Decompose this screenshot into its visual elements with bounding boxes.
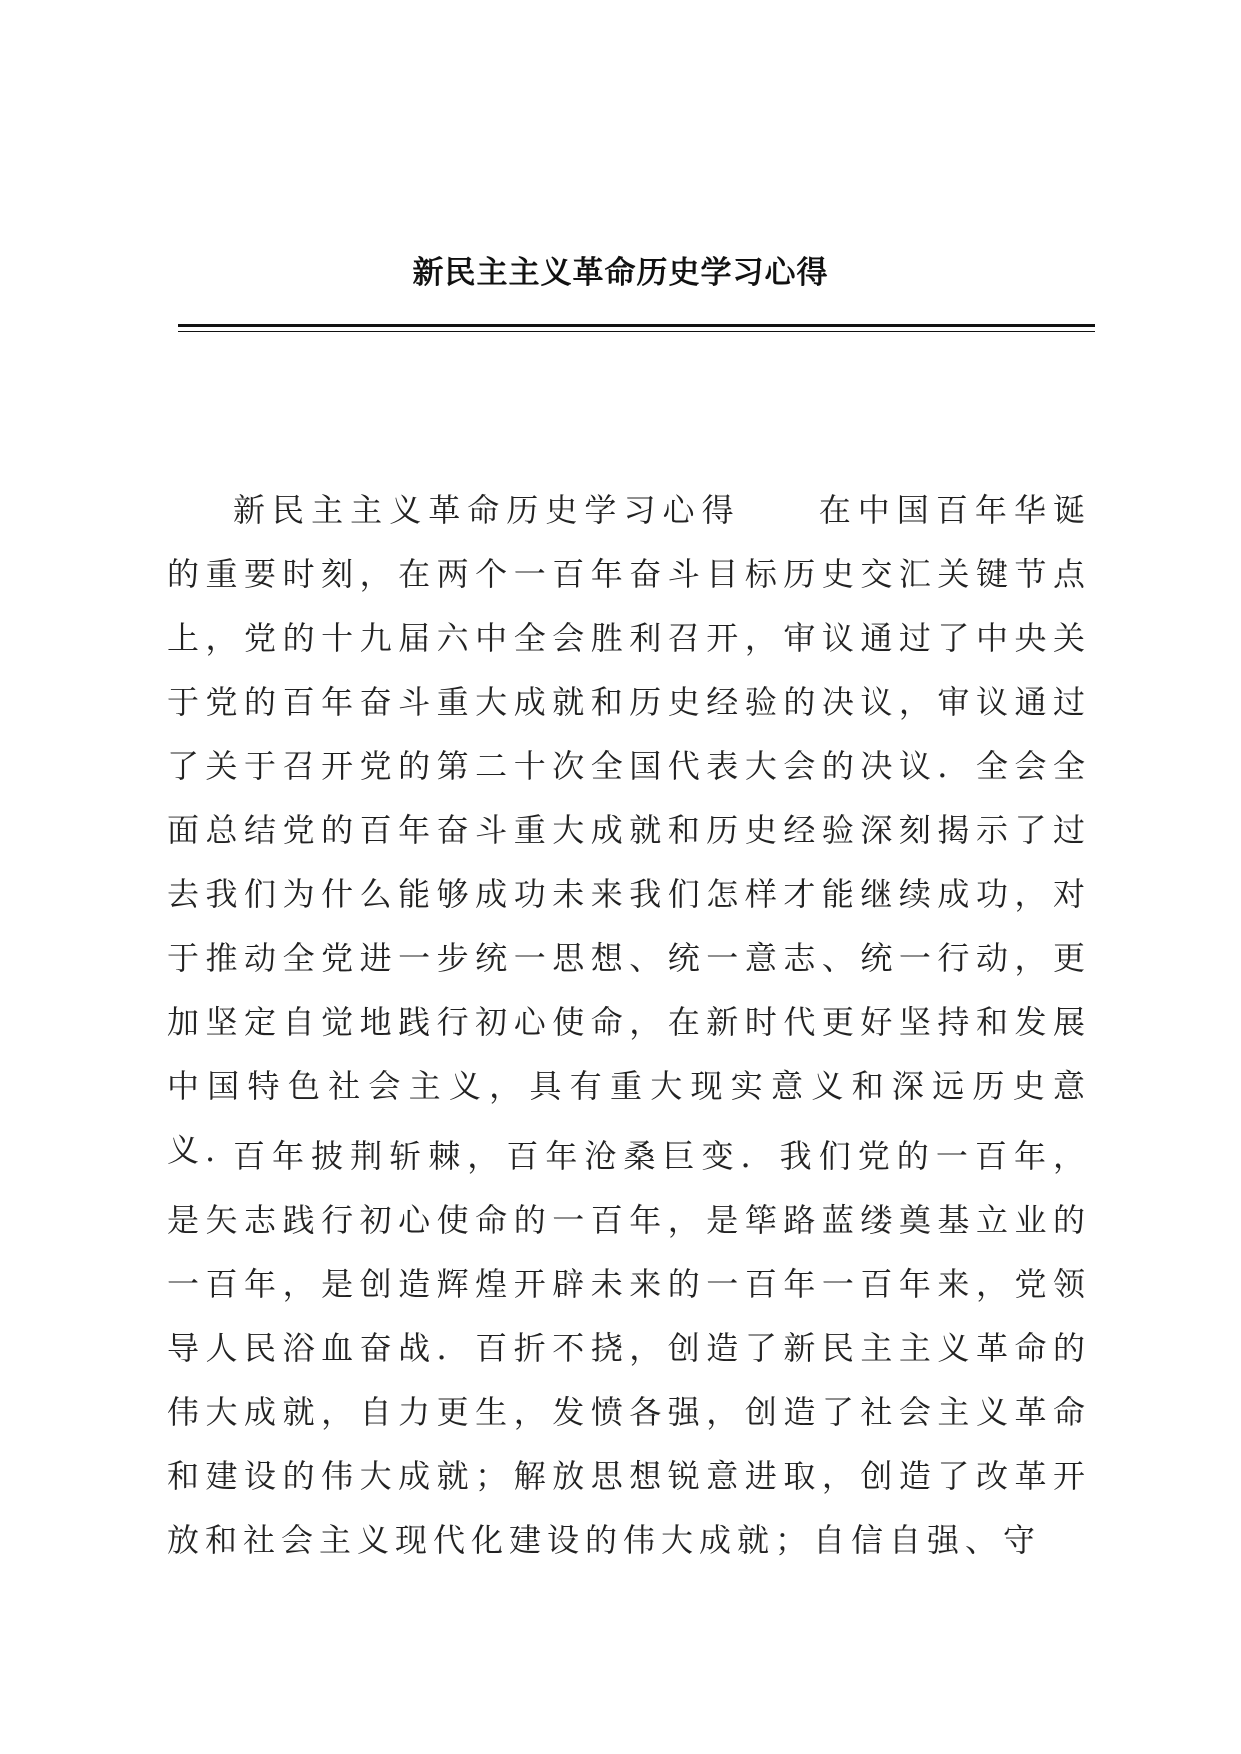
body-paragraph-1: 新民主主义革命历史学习心得 在中国百年华诞的重要时刻，在两个一百年奋斗目标历史交汇关键节点上，党的十九届六中全会胜利召开，审议通过了中央关于党的百年奋斗重大成就和历史经验的决议，审议通过了关于召开党的第二十次全国代表大会的决议．全会全面总结党的百年奋斗重大成就和历史经验深刻揭示了过去我们为什么能够成功未来我们怎样才能继续成功，对于推动全党进一步统一思想、统一意志、统一行动，更加坚定自觉地践行初心使命，在新时代更好坚持和发展中国特色社会主义，具有重大现实意义和深远历史意义. [167,491,1091,1169]
body-paragraph-2: 百年披荆斩棘，百年沧桑巨变．我们党的一百年，是矢志践行初心使命的一百年，是筚路蓝缕奠基立业的一百年，是创造辉煌开辟未来的一百年一百年来，党领导人民浴血奋战．百折不挠，创造了新民主主义革命的伟大成就，自力更生，发愤各强，创造了社会主义革命和建设的伟大成就；解放思想锐意进取，创造了改革开放和社会主义现代化建设的伟大成就；自信自强、守 [167,1137,1091,1559]
title-rule-thin [178,331,1095,332]
document-title: 新民主主义革命历史学习心得 [412,255,829,291]
title-rule-thick [178,324,1095,327]
